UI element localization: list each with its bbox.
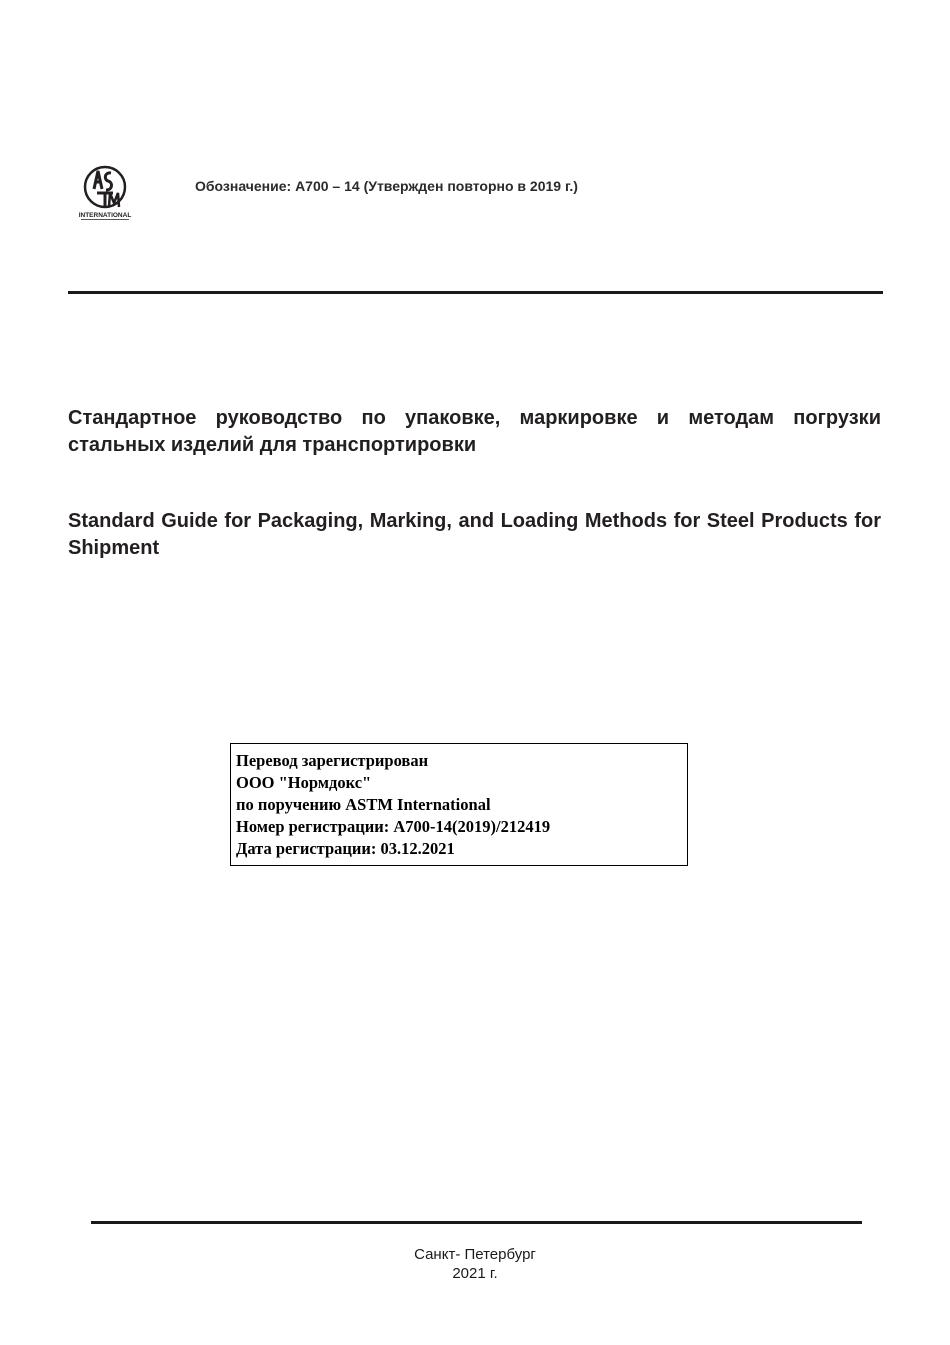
- registration-line-number: Номер регистрации: A700-14(2019)/212419: [236, 817, 551, 836]
- registration-line-company: ООО "Нормдокс": [236, 773, 372, 792]
- document-designation: Обозначение: A700 – 14 (Утвержден повторно в 2019 г.): [195, 178, 578, 194]
- footer-city: Санкт- Петербург: [414, 1246, 536, 1263]
- footer-year: 2021 г.: [452, 1265, 498, 1282]
- bottom-divider: [91, 1221, 862, 1224]
- top-divider: [68, 291, 883, 294]
- registration-box: [230, 743, 688, 866]
- svg-text:INTERNATIONAL: INTERNATIONAL: [78, 212, 132, 219]
- astm-logo-icon: [78, 163, 132, 221]
- registration-line-date: Дата регистрации: 03.12.2021: [236, 839, 455, 858]
- title-russian: Стандартное руководство по упаковке, маркировке и методам погрузки стальных изделий для транспортировки: [68, 407, 881, 456]
- registration-line-commission: по поручению ASTM International: [236, 795, 491, 814]
- title-english: Standard Guide for Packaging, Marking, and Loading Methods for Steel Products for Shipment: [68, 510, 881, 559]
- registration-line-translated: Перевод зарегистрирован: [236, 751, 429, 770]
